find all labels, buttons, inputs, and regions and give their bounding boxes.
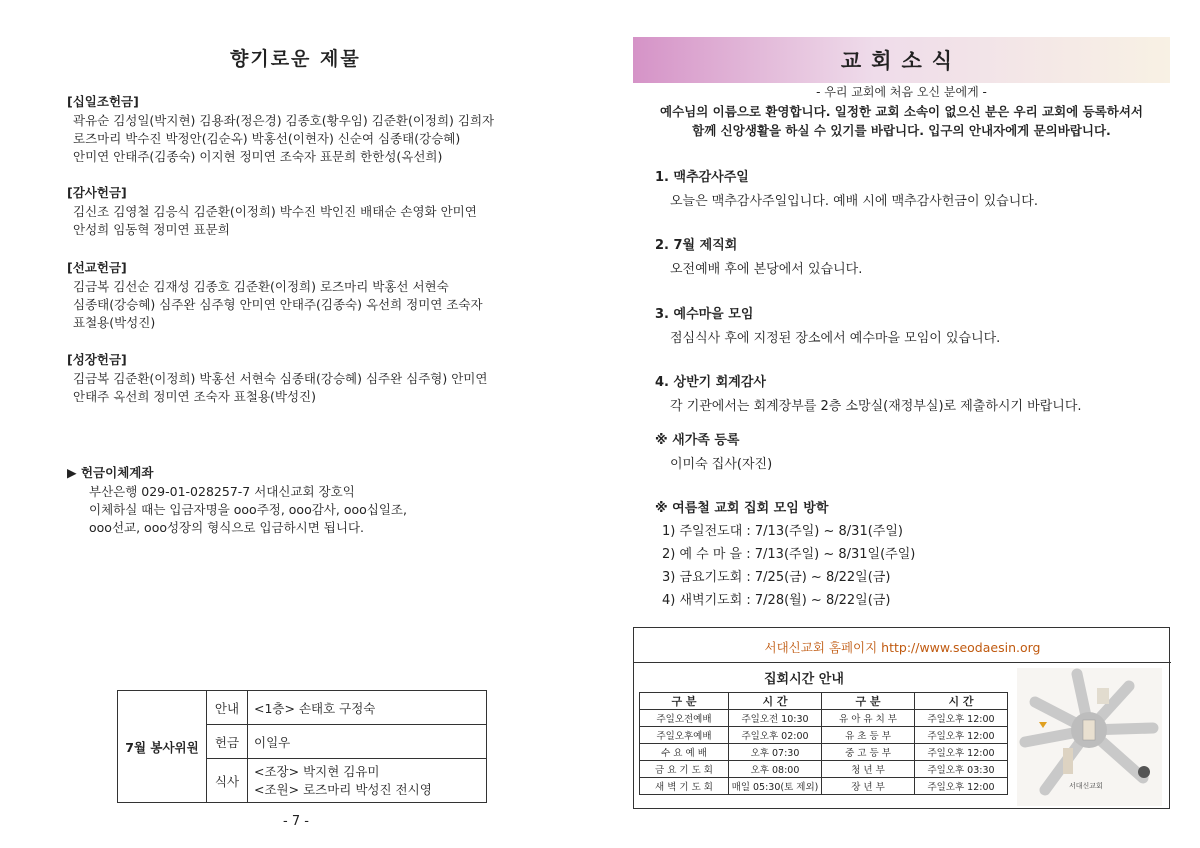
offering-section-thanks (67, 183, 477, 239)
news-item-text: 이미숙 집사(자진) (670, 457, 773, 472)
section-heading: [선교헌금] (67, 260, 127, 275)
transfer-account (67, 463, 407, 537)
table-cell: 주일오후 12:00 (915, 710, 1008, 727)
offering-section-growth (67, 350, 487, 406)
volunteer-role: 헌금 (207, 725, 248, 759)
news-item-heading: 2. 7월 제직회 (655, 238, 738, 253)
table-cell: 금 요 기 도 회 (640, 761, 729, 778)
summer-heading: ※ 여름철 교회 집회 모임 방학 (655, 501, 829, 516)
table-cell: 주일오후 02:00 (729, 727, 822, 744)
news-item-heading: ※ 새가족 등록 (655, 433, 740, 448)
volunteer-members: <조원> 로즈마리 박성진 전시영 (254, 781, 432, 797)
map-label: 서대신교회 (1069, 782, 1103, 790)
table-cell: 오후 07:30 (729, 744, 822, 761)
volunteer-leader: <조장> 박지현 김유미 (254, 763, 380, 779)
volunteer-names (248, 759, 487, 803)
table-row (640, 727, 1008, 744)
donor-line: 안미연 안태주(김종숙) 이지현 정미연 조숙자 표문희 한한성(옥선희) (73, 149, 443, 164)
summer-line: 4) 새벽기도회 : 7/28(월) ~ 8/22일(금) (662, 593, 891, 608)
table-cell: 매일 05:30(토 제외) (729, 778, 822, 795)
news-banner (633, 37, 1170, 83)
church-info-box (633, 627, 1170, 809)
page-number: - 7 - (283, 814, 309, 829)
banner-title: 교회소식 (840, 49, 963, 73)
news-item-heading: 1. 맥추감사주일 (655, 170, 749, 185)
table-cell: 수 요 예 배 (640, 744, 729, 761)
donor-line: 곽유순 김성일(박지현) 김용좌(정은경) 김종호(황우임) 김준환(이정희) 김희자 (73, 113, 495, 128)
volunteer-names: <1층> 손태호 구정숙 (248, 691, 487, 725)
table-cell: 장 년 부 (822, 778, 915, 795)
donor-line: 로즈마리 박수진 박정안(김순옥) 박홍선(이현자) 신순여 심종태(강승혜) (73, 131, 461, 146)
table-cell: 청 년 부 (822, 761, 915, 778)
table-cell: 유 초 등 부 (822, 727, 915, 744)
summer-line: 2) 예 수 마 을 : 7/13(주일) ~ 8/31일(주일) (662, 547, 916, 562)
meeting-schedule-table (639, 692, 1008, 795)
news-item-heading: 3. 예수마을 모임 (655, 307, 754, 322)
col-header: 구 분 (822, 693, 915, 710)
summer-line: 1) 주일전도대 : 7/13(주일) ~ 8/31(주일) (662, 524, 903, 539)
donor-line: 김금복 김선순 김재성 김종호 김준환(이정희) 로즈마리 박홍선 서현숙 (73, 279, 449, 294)
table-cell: 주일오후 03:30 (915, 761, 1008, 778)
intro-line: 함께 신앙생활을 하실 수 있기를 바랍니다. 입구의 안내자에게 문의바랍니다. (692, 123, 1111, 138)
donor-line: 안태주 옥선희 정미연 조숙자 표철용(박성진) (73, 389, 316, 404)
news-item-text: 점심식사 후에 지정된 장소에서 예수마을 모임이 있습니다. (670, 331, 1001, 346)
col-header: 시 간 (915, 693, 1008, 710)
donor-line: 김금복 김준환(이정희) 박홍선 서현숙 심종태(강승혜) 심주완 심주형) 안미연 (73, 371, 488, 386)
news-item-text: 오늘은 맥추감사주일입니다. 예배 시에 맥추감사헌금이 있습니다. (670, 194, 1038, 209)
account-line: 부산은행 029-01-028257-7 서대신교회 장호익 (89, 484, 355, 499)
meeting-title: 집회시간 안내 (764, 672, 844, 687)
account-line: 이체하실 때는 입금자명을 ooo주정, ooo감사, ooo십일조, (89, 502, 407, 517)
donor-line: 표철용(박성진) (73, 315, 156, 330)
table-cell: 주일오전예배 (640, 710, 729, 727)
table-row (640, 778, 1008, 795)
table-cell: 주일오후 12:00 (915, 744, 1008, 761)
table-cell: 유 아 유 치 부 (822, 710, 915, 727)
account-line: ooo선교, ooo성장의 형식으로 입금하시면 됩니다. (89, 520, 365, 535)
account-heading: ▶ 헌금이체계좌 (67, 465, 154, 480)
table-row (640, 744, 1008, 761)
homepage-link[interactable]: 서대신교회 홈페이지 http://www.seodaesin.org (764, 640, 1041, 655)
donor-line: 안성희 임동혁 정미연 표문희 (73, 222, 230, 237)
news-item-text: 오전예배 후에 본당에서 있습니다. (670, 262, 863, 277)
table-cell: 주일오후 12:00 (915, 778, 1008, 795)
map-icon (1017, 668, 1162, 806)
section-heading: [감사헌금] (67, 185, 127, 200)
table-cell: 오후 08:00 (729, 761, 822, 778)
col-header: 시 간 (729, 693, 822, 710)
page-title: 향기로운 제물 (230, 48, 361, 70)
col-header: 구 분 (640, 693, 729, 710)
table-cell: 중 고 등 부 (822, 744, 915, 761)
table-cell: 새 벽 기 도 회 (640, 778, 729, 795)
offering-section-mission (67, 258, 483, 332)
donor-line: 심종태(강승혜) 심주완 심주형 안미연 안태주(김종숙) 옥선희 정미연 조숙자 (73, 297, 483, 312)
table-row (640, 710, 1008, 727)
section-heading: [성장헌금] (67, 352, 127, 367)
news-item-text: 각 기관에서는 회계장부를 2층 소망실(재정부실)로 제출하시기 바랍니다. (670, 399, 1082, 414)
volunteer-table (117, 690, 487, 803)
table-cell: 주일오후 12:00 (915, 727, 1008, 744)
section-heading: [십일조헌금] (67, 94, 139, 109)
volunteer-label: 7월 봉사위원 (118, 691, 207, 803)
intro-subtitle: - 우리 교회에 처음 오신 분에게 - (816, 85, 987, 99)
divider (634, 662, 1171, 663)
summer-line: 3) 금요기도회 : 7/25(금) ~ 8/22일(금) (662, 570, 891, 585)
offering-section-tithe (67, 92, 494, 166)
table-cell: 주일오후예배 (640, 727, 729, 744)
volunteer-role: 식사 (207, 759, 248, 803)
volunteer-role: 안내 (207, 691, 248, 725)
table-row (640, 761, 1008, 778)
news-item-heading: 4. 상반기 회계감사 (655, 375, 766, 390)
table-cell: 주일오전 10:30 (729, 710, 822, 727)
location-map (1017, 668, 1162, 806)
donor-line: 김신조 김영철 김응식 김준환(이정희) 박수진 박인진 배태순 손영화 안미연 (73, 204, 477, 219)
intro-line: 예수님의 이름으로 환영합니다. 일정한 교회 소속이 없으신 분은 우리 교회에 등록하셔서 (660, 104, 1143, 119)
volunteer-names: 이일우 (248, 725, 487, 759)
